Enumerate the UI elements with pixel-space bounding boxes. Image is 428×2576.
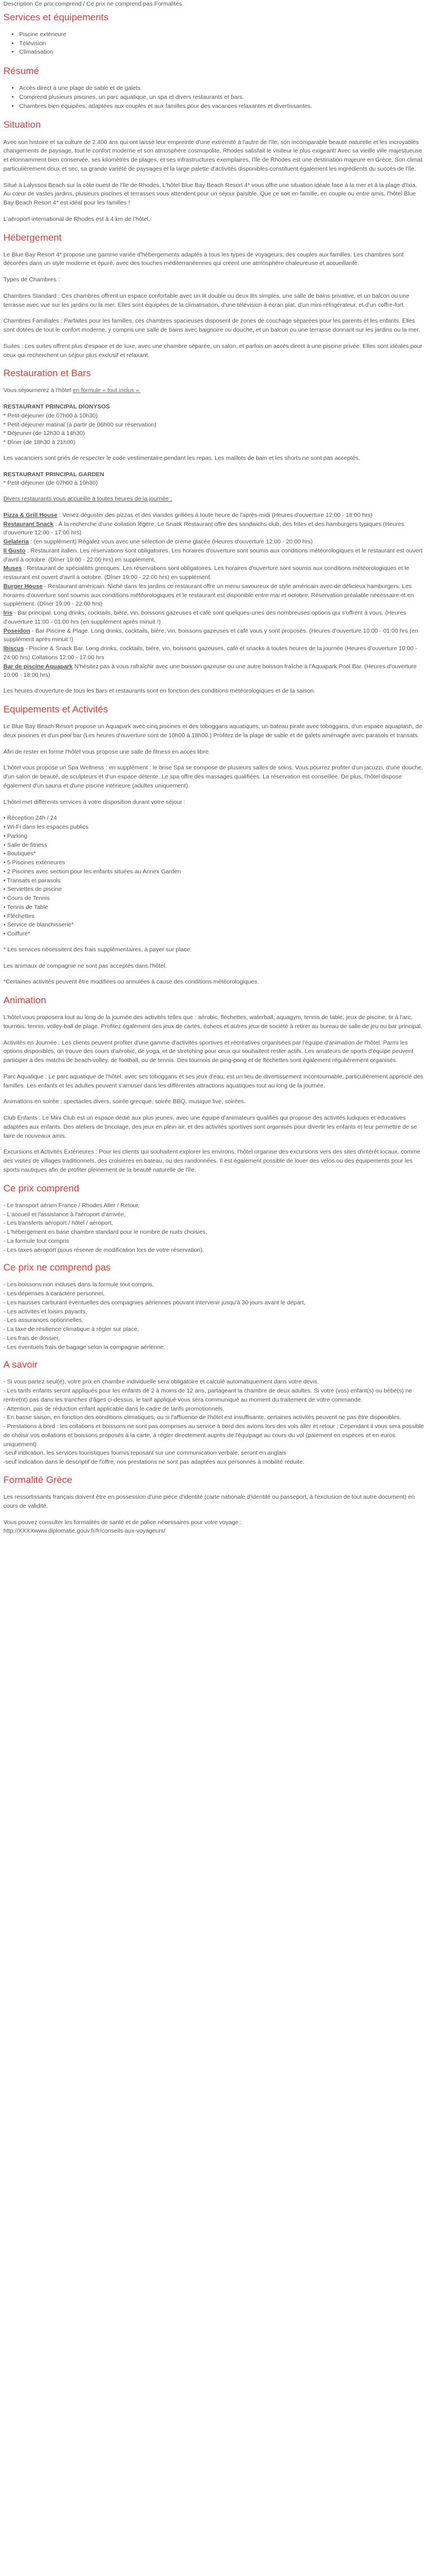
situation-title: Situation	[3, 119, 41, 130]
situation-paragraph: Situé à Lalyssos Beach sur la côte ouest de l'île de Rhodes, L'hôtel Blue Bay Beach Resort 4* vous offre une situation idéale face à la mer et à la plage d'Ixia. Au cœur de vastes jardins, plusieurs piscines et terrasses vous attendent pour un séjour paisible. Que ce soit en famille, en couple ou entre amis, l'hôtel Blue Bay Beach Resort 4* est idéal pour les familles !	[3, 181, 417, 207]
room-standard: Chambres Standard : Ces chambres offrent un espace confortable avec un lit double ou deux lits simples, une salle de bains privative, et un balcon ou une terrasse avec vue sur les jardins ou la mer. Elles sont équipées de la climatisation, d'une télévision à écran plat, d'un mini-réfrigérateur, et d'un coffre-fort.	[3, 292, 409, 308]
hotel-service-item: • Transats et parasols	[3, 877, 61, 884]
venue-item	[3, 538, 425, 547]
prix-ne-comprend-item: - Les hausses carburant éventuelles des compagnies aériennes pouvant intervenir jusqu'à 30 jours avant le départ,	[3, 1299, 305, 1306]
formalite-paragraph: Les ressortissants français doivent être en possession d'une pièce d'identité (carte nationale d'identité ou passeport, à l'exclusion de tout autre document) en cours de validité.	[3, 1494, 415, 1509]
hotel-service-item: • Réception 24h / 24	[3, 815, 57, 822]
prix-ne-comprend-item: - Les éventuels frais de bagage selon la compagnie aérienne.	[3, 1343, 165, 1351]
venue-desc: - Bar Piscine & Plage. Long drinks, cocktails, bière, vin, boissons gazeuses et café vous y sont proposés. (Heures d'ouverture 10:00 - 01:00 hrs (en supplément après minuit !)	[3, 627, 418, 643]
venue-desc: : Venez déguster des pizzas et des viandes grillées à toute heure de l'après-midi (Heures d'ouverture 12:00 - 18:00 hrs)	[57, 511, 373, 519]
hotel-services-list	[3, 814, 425, 939]
restaurant-name: RESTAURANT PRINCIPAL GARDEN	[3, 471, 104, 478]
formalite-paragraph: Vous pouvez consulter les formalités de santé et de police nécessaires pour votre voyage :	[3, 1518, 242, 1526]
venues-list	[3, 511, 425, 680]
animation-paragraph: Excursions et Activités Extérieures : Pour les clients qui souhaitent explorer les environs, l'hôtel organise des excursions vers des sites d'intérêt locaux, comme des visites de villages traditionnels, des croisières en bateau, ou des randonnées. Il est également possible de louer des vélos ou des équipements pour les sports nautiques afin de profiter pleinement de la beauté naturelle de l'île.	[3, 1148, 421, 1173]
equipements-paragraph: Afin de rester en forme l'hôtel vous propose une salle de fitness en accès libre.	[3, 748, 211, 755]
venue-item	[3, 520, 425, 538]
services-item: • Climatisation	[19, 48, 425, 57]
prix-ne-comprend-item: - Les assurances optionnelles,	[3, 1317, 84, 1324]
hotel-service-item: • 2 Piscines avec section pour les enfants situées au Annex Garden	[3, 868, 181, 875]
resume-section	[3, 65, 425, 111]
hotel-service-item: • Coiffure*	[3, 930, 30, 938]
situation-paragraph: L'aéroport international de Rhodes est à 4 km de l'hôtel.	[3, 215, 150, 223]
venue-item	[3, 564, 425, 582]
a-savoir-item: - Les tarifs enfants seront appliqués pour les enfants de 2 à moins de 12 ans, partageant la chambre de deux adultes. Si votre (vos) enfant(s) ou bébé(s) ne rentre(nt) pas dans les tranches d'âges ci-dessus, le tarif appliqué vous sera communiqué au moment du traitement de votre commande.	[3, 1387, 412, 1403]
venue-item	[3, 645, 425, 663]
hotel-service-item: • Serviettes de piscine	[3, 886, 62, 893]
prix-comprend-item: - La formule tout compris	[3, 1237, 69, 1245]
prix-ne-comprend-list	[3, 1281, 425, 1352]
supplement-note: * Les services nécessitent des frais supplémentaires, à payer sur place.	[3, 946, 192, 953]
venue-desc: : Restaurant italien. Les réservations sont obligatoires. Les horaires d'ouverture sont soumis aux conditions météorologiques et le restaurant est ouvert d'avril à octobre. (Dîner 19:00 - 22:00 hrs) en supplément.	[3, 547, 423, 563]
restauration-section	[3, 367, 425, 696]
a-savoir-item: - Attention, pas de réduction enfant applicable dans le cadre de tarifs promotionnels.	[3, 1405, 225, 1412]
diplomatie-link[interactable]: http://XXXXwww.diplomatie.gouv.fr/fr/conseils-aux-voyageurs/	[3, 1528, 165, 1535]
animation-paragraph: L'hôtel vous proposera tout au long de la journée des activités telles que : aérobic, fléchettes, waterball, aquagym, tennis de table, jeux de piscine, tir à l'arc, tournois, tennis, volley-ball de plage. Profitez également des jeux de cartes, échecs et autres jeux de société à retirer au bureau de salle de jeu ou bar principal.	[3, 1014, 422, 1030]
pets-note: Les animaux de compagnie ne sont pas acceptés dans l'hôtel.	[3, 962, 167, 969]
formula-link[interactable]: en formule « tout inclus ».	[72, 387, 141, 394]
hotel-service-item: • Salle de fitness	[3, 841, 47, 848]
hotel-service-item: • Fléchettes	[3, 912, 35, 920]
restaurant-dionysos	[3, 403, 425, 447]
venue-item	[3, 511, 425, 520]
hotel-service-item: • Wi-Fi dans les espaces publics	[3, 824, 89, 831]
hebergement-title: Hébergement	[3, 232, 62, 243]
venue-desc: - Restaurant américain. Niché dans les jardins ce restaurant offre un menu savoureux de style américain avec de délicieux hamburgers. Les horaires d'ouverture sont soumis aux conditions météorologiques et le restaurant est disponible entre mai et octobre. Réservation préalable nécessaire et en supplément. (Dîner 19:00 - 22:00 hrs)	[3, 582, 414, 608]
hotel-service-item: • Parking	[3, 832, 28, 839]
animation-section	[3, 994, 425, 1175]
meal-line: * Dîner (de 18h30 à 21h00)	[3, 439, 76, 446]
restaurant-garden	[3, 471, 425, 489]
animation-title: Animation	[3, 995, 46, 1006]
animation-paragraph: Animations en soirée : spectacles divers, soirée grecque, soirée BBQ, musique live, soirées.	[3, 1098, 246, 1106]
equipements-paragraph: L'hôtel vous propose un Spa Wellness : en supplément : le brise Spa se compose de plusieurs salles de soins. Vous pourrez profiter d'un jacuzzi, d'une douche, d'un salon de beauté, de sculpteurs et d'un espace détente. Le spa offre des massages qualifiées. La réservation est conseillée. De plus, l'hôtel dispose également d'un sauna et d'une piscine intérieure (adultes uniquement).	[3, 764, 423, 789]
prix-comprend-list	[3, 1202, 425, 1255]
venue-name: Gelateria	[3, 538, 29, 546]
venue-item	[3, 609, 425, 627]
a-savoir-list	[3, 1378, 425, 1467]
prix-comprend-item: - Les taxes aéroport (sous réserve de modification lors de votre réservation).	[3, 1246, 204, 1254]
venue-name: Restaurant Snack	[3, 520, 54, 528]
venue-item	[3, 663, 425, 681]
divers-label: Divers restaurants vous accueille à toutes heures de la journée :	[3, 495, 172, 503]
restaurant-name: RESTAURANT PRINCIPAL DIONYSOS	[3, 403, 110, 411]
room-familiales: Chambres Familiales : Parfaites pour les familles, ces chambres spacieuses disposent de zones de couchage séparées pour les parents et les enfants. Elles sont dotées de tout le confort moderne, y compris une salle de bains avec baignoire ou douche, et un balcon ou une terrasse donnant sur les jardins ou la mer.	[3, 317, 420, 334]
hotel-services-label: L'hôtel met différents services à votre disposition durant votre séjour :	[3, 798, 186, 806]
prix-ne-comprend-item: - Les frais de dossier,	[3, 1334, 60, 1342]
room-suites: Suites : Les suites offrent plus d'espace et de luxe, avec une chambre séparée, un salon, et parfois un accès direct à une piscine privée. Elles sont idéales pour ceux qui recherchent un séjour plus exclusif et relaxant.	[3, 342, 422, 359]
venue-name: Burger House	[3, 582, 43, 590]
resume-item: • Chambres bien équipées, adaptées aux couples et aux familles pour des vacances relaxantes et divertissantes.	[19, 102, 425, 111]
venue-name: Poseidon	[3, 627, 30, 634]
resume-list	[3, 84, 425, 111]
prix-comprend-item: - Les transferts aéroport / hôtel / aéroport,	[3, 1220, 113, 1227]
a-savoir-title: A savoir	[3, 1359, 38, 1370]
venue-name: Il Gusto	[3, 547, 26, 554]
venue-name: Iris	[3, 610, 12, 617]
resume-item: • Comprend plusieurs piscines, un parc aquatique, un spa et divers restaurants et bars.	[19, 93, 425, 102]
hebergement-intro: Le Blue Bay Resort 4* propose une gamme variée d'hébergements adaptés à tous les types de voyageurs, des couples aux familles. Les chambres sont décorées dans un style moderne et épuré, avec des touches méditerranéennes qui créent une atmosphère chaleureuse et accueillante.	[3, 251, 404, 267]
hebergement-section	[3, 232, 425, 360]
prix-ne-comprend-item: - Les boissons non incluses dans la formule tout compris,	[3, 1281, 154, 1289]
hotel-service-item: • Service de blanchisserie*	[3, 921, 74, 929]
services-item: • Piscine extérieure	[19, 31, 425, 40]
formalite-section	[3, 1474, 425, 1536]
venue-desc: - Bar principal. Long drinks, cocktails, bière, vin, boissons gazeuses et café sont quelques-unes des nombreuses options qui s'offrent à vous. (Heures d'ouverture 11:00 - 01:00 hrs (en supplément après minuit !)	[3, 610, 407, 625]
hours-note: Les heures d'ouverture de tous les bars et restaurants sont en fonction des conditions météorologiques et de la saison.	[3, 687, 316, 695]
animation-paragraph: Parc Aquatique : Le parc aquatique de l'hôtel, avec ses toboggans et ses jeux d'eau, est un lieu de divertissement incontournable, particulièrement apprécié des familles. Les enfants et les adultes peuvent s'amuser dans les différentes attractions aquatiques tout au long de la journée.	[3, 1073, 423, 1089]
hotel-service-item: • Cours de Tennis	[3, 895, 50, 902]
animation-paragraph: Club Enfants : Le Mini Club est un espace dédié aux plus jeunes, avec une équipe d'animateurs qualifiés qui propose des activités ludiques et éducatives adaptées aux enfants. Des ateliers de bricolage, des jeux en plein air, et des activités sportives sont organisés pour divertir les enfants et leur permettre de se faire de nouveaux amis.	[3, 1115, 417, 1139]
services-section	[3, 11, 425, 57]
resume-item: • Accès direct à une plage de sable et de galets.	[19, 84, 425, 93]
room-types-label: Types de Chambres :	[3, 276, 60, 284]
venue-desc: N'hésitez pas à vous rafraîchir avec une boisson gazeuse ou une autre boisson fraîche à l'Aquapark Pool Bar. (Heures d'ouverture 10:00 - 18:00 hrs)	[3, 663, 417, 679]
meal-line: * Petit-déjeuner (de 07h00 à 10h30)	[3, 480, 98, 487]
equipements-section	[3, 703, 425, 987]
venue-desc: : Restaurant de spécialités grecques. Les réservations sont obligatoires. Les horaires d'ouverture sont soumis aux conditions météorologiques et le restaurant est ouvert d'avril à octobre. (Dîner 19:00 - 22:00 hrs) en supplément.	[3, 565, 409, 581]
venue-name: Bar de piscine Aquapark	[3, 663, 73, 670]
situation-section	[3, 119, 425, 224]
venue-name: Pizza & Grill House	[3, 511, 58, 519]
services-item: • Télévision	[19, 40, 425, 49]
prix-ne-comprend-item: - La taxe de résilience climatique à régler sur place,	[3, 1326, 139, 1333]
venue-item	[3, 547, 425, 565]
situation-paragraph: Avec son histoire et sa culture de 2.400 ans qui ont laissé leur empreinte d'une extrémité à l'autre de l'île, son incomparable beauté naturelle et les incroyables changements de paysage, tout le confort moderne et son atmosphère cosmopolite, Rhodes satisfait le visiteur le plus exigeant! Avec sa vieille ville majestueuse et étonnamment bien conservée, ses kilomètres de plages, et ses infrastructures exemplaires, l'île de Rhodes est une destination majeure en Grèce. Son climat particulièrement doux et sec, sa grande variété de paysages et la large palette d'activités disponibles constituent également les ingrédients du succès de l'île.	[3, 138, 423, 172]
a-savoir-item: - Prestations à bord : les collations et boissons ne sont pas comprises au service à bord des avions lors des vols aller et retour ; Cependant il vous sera possible de choisir vos collations et boissons proposés à la carte, à régler directement auprès de l'équipage au cours du vol (paiement en espèces et en euros uniquement).	[3, 1423, 424, 1448]
formula-text	[3, 386, 425, 395]
venue-desc: - Piscine & Snack Bar. Long drinks, cocktails, bière, vin, boissons gazeuses, café et snacks à toutes heures de la journée (Heures d'ouverture 10:00 - 24:00 hrs) Collations 12:00 - 17:00 hrs	[3, 645, 417, 661]
hotel-service-item: • Boutiques*	[3, 850, 36, 858]
a-savoir-section	[3, 1359, 425, 1467]
venue-name: Muses	[3, 565, 22, 572]
venue-name: Ibiscus	[3, 645, 24, 652]
prix-comprend-item: - L'hébergement en base chambre standard pour le nombre de nuits choisies,	[3, 1229, 207, 1235]
a-savoir-item: - En basse saison, en fonction des conditions climatiques, ou si l'affluence de l'hôtel est insuffisante, certaines activités peuvent ne pas être disponibles.	[3, 1414, 401, 1421]
venue-item	[3, 582, 425, 609]
weather-note: *Certaines activités peuvent être modifiées ou annulées à cause des conditions météorologiques.	[3, 978, 259, 986]
description-tabs-link[interactable]: Description Ce prix comprend / Ce prix ne comprend pas Formalités	[3, 1, 182, 7]
hotel-service-item: • Tennis de Table	[3, 903, 49, 911]
restauration-title: Restauration et Bars	[3, 368, 91, 379]
prix-comprend-item: - Le transport aérien France / Rhodes Aller / Retour,	[3, 1202, 140, 1209]
hotel-service-item: • 5 Piscines extérieures	[3, 859, 65, 867]
meal-line: * Petit-déjeuner (de 07h00 à 10h30)	[3, 412, 98, 419]
a-savoir-item: -seuf indication dans le descriptif de l'offre, nos prestations ne sont pas adaptées aux personnes à mobilité réduite.	[3, 1459, 304, 1466]
formalite-title: Formalité Grèce	[3, 1474, 72, 1485]
venue-desc: : (en supplément) Régalez vous avec une sélection de crème glacée (Heures d'ouverture 12:00 - 20:00 hrs)	[28, 538, 313, 546]
prix-ne-comprend-item: - Les activités et loisirs payants,	[3, 1308, 88, 1315]
formula-prefix: Vous séjournerez à l'hôtel	[3, 387, 73, 394]
prix-ne-comprend-item: - Les dépenses à caractère personnel,	[3, 1290, 105, 1298]
equipements-paragraph: Le Blue Bay Beach Resort propose un Aquapark avec cinq piscines et des toboggans aquatiques, un bateau pirate avec toboggans, d'un espace aquaplash, de deux piscines et d'un pool bar (Les heures d'ouverture sont de 10h00 à 18h00.) Profitez de la plage de sable et de galets aménagée avec parasols et transats.	[3, 723, 422, 739]
equipements-title: Equipements et Activités	[3, 703, 108, 715]
prix-comprend-item: - L'accueil et l'assistance à l'aéroport d'arrivée,	[3, 1211, 126, 1218]
meal-line: * Petit-déjeuner matinal (à partir de 06h00 sur réservation)	[3, 421, 156, 428]
venue-desc: : À la recherche d'une collation légère, Le Snack Restaurant offre des sandwichs club, des frites et des hamburgers typiques (Heures d'ouverture 12:00 - 17:00 hrs)	[3, 520, 404, 537]
prix-comprend-title: Ce prix comprend	[3, 1182, 80, 1194]
meal-line: * Déjeuner (de 12h30 à 14h30)	[3, 430, 85, 437]
a-savoir-item: - Si vous partez seul(e), votre prix en chambre individuelle sera obligatoire et calculé automatiquement dans votre devis.	[3, 1378, 319, 1386]
a-savoir-item: -seuf indication, les services touristiques fournis reposant sur une communication verbale, seront en anglais	[3, 1450, 286, 1457]
services-list	[3, 31, 425, 57]
prix-comprend-section	[3, 1182, 425, 1255]
dress-code: Les vacanciers sont priés de respecter le code vestimentaire pendant les repas. Les maillots de bain et les shorts ne sont pas acceptés.	[3, 454, 360, 462]
prix-ne-comprend-title: Ce prix ne comprend pas	[3, 1262, 111, 1273]
prix-ne-comprend-section	[3, 1261, 425, 1352]
animation-paragraph: Activités en Journée : Les clients peuvent profiter d'une gamme d'activités sportives et récréatives organisées par l'équipe d'animation de l'hôtel. Parmi les options disponibles, on trouve des cours d'aérobic, de yoga, et de stretching pour ceux qui souhaitent rester actifs. Les amateurs de sports d'équipe peuvent participer à des matchs de beach-volley, de football, ou de tennis. Des tournois de ping-pong et de fléchettes sont également régulièrement organisés.	[3, 1039, 414, 1064]
resume-title: Résumé	[3, 66, 40, 77]
services-title: Services et équipements	[3, 11, 109, 23]
venue-item	[3, 627, 425, 645]
